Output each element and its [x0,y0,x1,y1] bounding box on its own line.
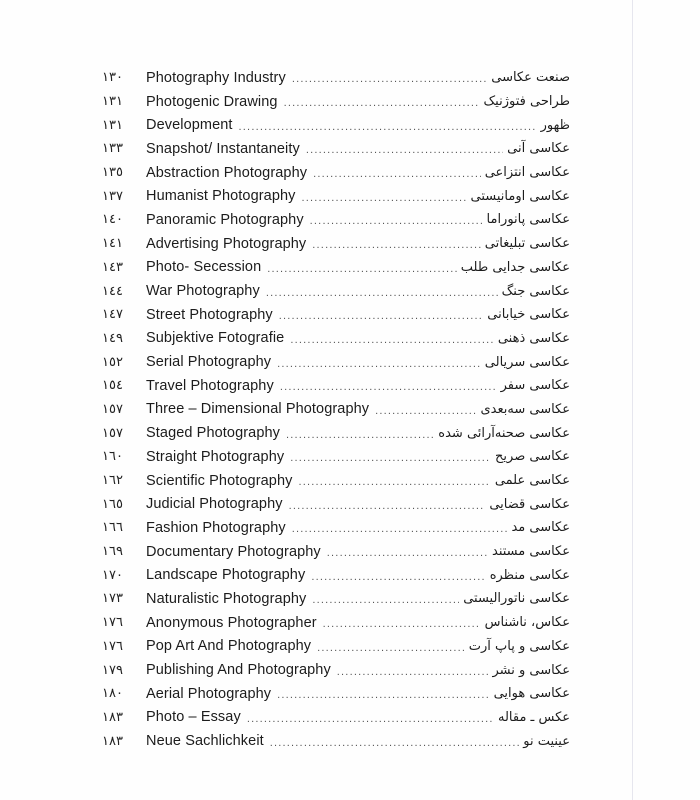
persian-term: عکاسی سه‌بعدی [480,401,570,417]
english-term: Scientific Photography [146,472,293,489]
page-number: ١٦٩ [102,544,123,560]
english-term: Straight Photography [146,448,285,465]
persian-term: عکاسی قضایی [489,496,570,512]
page-number: ١٣٥ [102,165,123,181]
toc-row [100,374,570,398]
page-number: ١٧٦ [102,638,123,654]
persian-term: عکاسی جنگ [501,283,570,299]
page-number: ١٦٠ [102,449,123,465]
page-number: ١٥٢ [102,354,123,370]
page-number: ١٦٥ [102,496,123,512]
persian-term: عینیت نو [523,733,570,749]
page-number: ١٤٧ [102,307,123,323]
dot-leader [277,690,489,701]
toc-row [100,327,570,351]
persian-term: عکاسی آنی [507,141,570,157]
toc-row [100,563,570,587]
persian-term: عکاس، ناشناس [484,615,570,631]
english-term: War Photography [146,283,260,300]
dot-leader [312,240,480,251]
page-number: ١٣٠ [102,70,123,86]
dot-leader [327,548,488,559]
table-of-contents [100,66,570,753]
english-term: Serial Photography [146,354,272,371]
dot-leader [267,264,457,275]
english-term: Panoramic Photography [146,211,304,228]
dot-leader [290,453,491,464]
english-term: Snapshot/ Instantaneity [146,140,300,157]
dot-leader [292,74,487,85]
toc-row [100,66,570,90]
dot-leader [247,714,494,725]
page-number: ١٤٤ [102,283,123,299]
english-term: Abstraction Photography [146,164,308,181]
persian-term: عکاسی مستند [492,544,570,560]
persian-term: عکاسی خیابانی [487,307,570,323]
toc-row [100,161,570,185]
dot-leader [306,145,503,156]
persian-term: صنعت عکاسی [491,70,570,86]
dot-leader [280,382,497,393]
english-term: Photography Industry [146,69,286,86]
persian-term: عکاسی و پاپ آرت [468,638,570,654]
english-term: Travel Photography [146,377,274,394]
english-term: Landscape Photography [146,567,306,584]
page-number: ١٧٣ [102,591,123,607]
page-number: ١٤٠ [102,212,123,228]
dot-leader [277,359,481,370]
toc-row [100,184,570,208]
persian-term: عکاسی و نشر [492,662,570,678]
english-term: Staged Photography [146,425,281,442]
persian-term: عکاسی سریالی [484,354,570,370]
english-term: Photo- Secession [146,259,262,276]
dot-leader [266,288,498,299]
toc-row [100,137,570,161]
english-term: Fashion Photography [146,519,286,536]
toc-row [100,208,570,232]
english-term: Neue Sachlichkeit [146,733,264,750]
page-number: ١٣٧ [102,188,123,204]
dot-leader [302,193,467,204]
english-term: Development [146,117,233,134]
dot-leader [298,477,490,488]
dot-leader [286,430,434,441]
page-number: ١٣٣ [102,141,123,157]
persian-term: طراحی فتوژنیک [483,94,570,110]
english-term: Street Photography [146,306,273,323]
toc-row [100,279,570,303]
persian-term: عکاسی هوایی [493,686,570,702]
toc-row [100,232,570,256]
persian-term: عکاسی مد [511,520,570,536]
persian-term: عکاسی جدایی طلب [460,259,570,275]
toc-row [100,113,570,137]
page-number: ١٨٣ [102,733,123,749]
english-term: Humanist Photography [146,188,296,205]
dot-leader [292,524,508,535]
english-term: Photo – Essay [146,709,241,726]
dot-leader [284,98,480,109]
page-number: ١٥٧ [102,401,123,417]
dot-leader [311,572,485,583]
persian-term: عکاسی ناتورالیستی [463,591,570,607]
page-edge-divider [632,0,633,800]
toc-row [100,421,570,445]
persian-term: عکاسی صریح [495,449,570,465]
page-number: ١٨٠ [102,686,123,702]
dot-leader [375,406,476,417]
page-number: ١٣١ [102,117,123,133]
english-term: Anonymous Photographer [146,614,317,631]
toc-row [100,90,570,114]
english-term: Three – Dimensional Photography [146,401,370,418]
english-term: Advertising Photography [146,235,307,252]
toc-row [100,445,570,469]
page-number: ١٨٣ [102,709,123,725]
toc-row [100,303,570,327]
persian-term: عکاسی علمی [494,473,570,489]
dot-leader [337,667,489,678]
persian-term: عکاسی تبلیغاتی [484,236,570,252]
dot-leader [289,501,486,512]
persian-term: عکاسی انتزاعی [484,165,570,181]
dot-leader [313,169,481,180]
toc-row [100,706,570,730]
english-term: Subjektive Fotografie [146,330,285,347]
dot-leader [290,335,494,346]
dot-leader [270,738,519,749]
toc-row [100,658,570,682]
english-term: Judicial Photography [146,496,283,513]
page-number: ١٥٤ [102,378,123,394]
persian-term: عکاسی منظره [489,567,570,583]
toc-row [100,492,570,516]
page-number: ١٧٠ [102,567,123,583]
persian-term: عکاسی ذهنی [497,330,570,346]
page-number: ١٧٦ [102,615,123,631]
dot-leader [317,643,465,654]
dot-leader [239,122,537,133]
dot-leader [312,595,459,606]
persian-term: عکاسی صحنه‌آرائی شده [438,425,570,441]
page-number: ١٦٢ [102,473,123,489]
page-number: ١٦٦ [102,520,123,536]
toc-row [100,587,570,611]
page-number: ١٤١ [102,236,123,252]
dot-leader [323,619,481,630]
dot-leader [310,216,483,227]
page-number: ١٧٩ [102,662,123,678]
english-term: Pop Art And Photography [146,638,312,655]
toc-row [100,516,570,540]
toc-row [100,635,570,659]
page-number: ١٥٧ [102,425,123,441]
persian-term: ظهور [540,117,570,133]
english-term: Photogenic Drawing [146,93,278,110]
english-term: Publishing And Photography [146,662,331,679]
toc-row [100,350,570,374]
toc-row [100,611,570,635]
toc-row [100,256,570,280]
english-term: Documentary Photography [146,543,321,560]
toc-row [100,682,570,706]
dot-leader [279,311,484,322]
toc-row [100,469,570,493]
persian-term: عکس ـ مقاله [497,709,570,725]
english-term: Naturalistic Photography [146,590,307,607]
persian-term: عکاسی اومانیستی [470,188,570,204]
toc-row [100,729,570,753]
page-number: ١٤٣ [102,259,123,275]
toc-row [100,398,570,422]
toc-row [100,540,570,564]
persian-term: عکاسی سفر [500,378,570,394]
persian-term: عکاسی پانوراما [486,212,570,228]
page-number: ١٤٩ [102,330,123,346]
english-term: Aerial Photography [146,685,272,702]
page-number: ١٣١ [102,94,123,110]
